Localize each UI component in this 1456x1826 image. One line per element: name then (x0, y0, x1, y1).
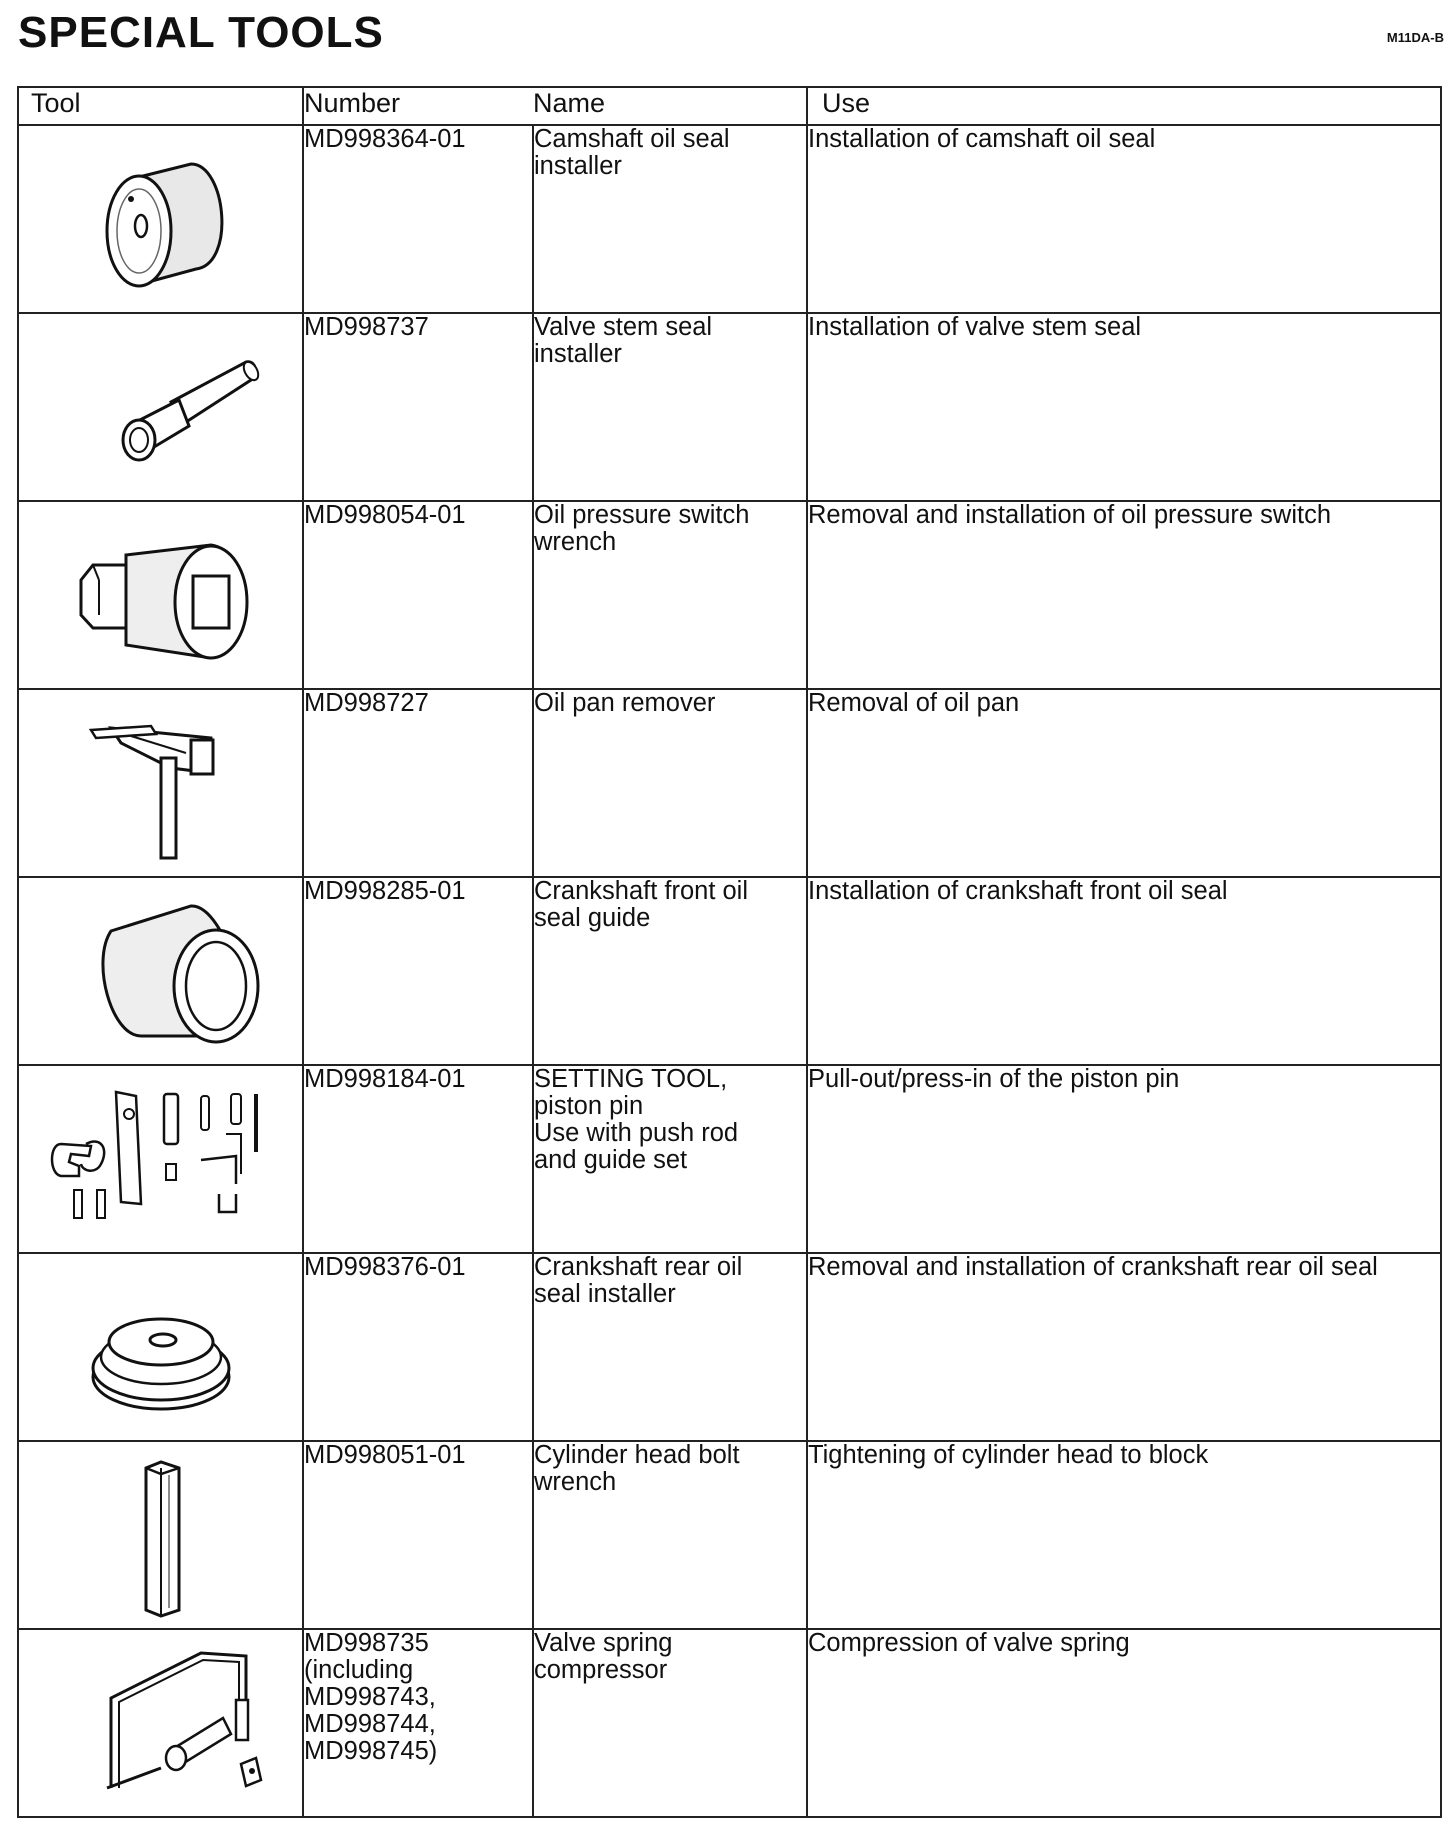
tool-illustration-cell (18, 1065, 303, 1253)
tool-number: MD998376-01 (303, 1253, 533, 1441)
table-row (18, 689, 1441, 877)
tool-number: MD998735 (including MD998743, MD998744, MD998745) (303, 1629, 533, 1817)
tool-number: MD998054-01 (303, 501, 533, 689)
crankshaft-front-oil-seal-guide-icon (51, 886, 271, 1051)
tool-illustration-cell (18, 125, 303, 313)
table-header-row (18, 87, 1441, 125)
special-tools-table (17, 86, 1442, 1818)
tool-use: Pull-out/press-in of the piston pin (807, 1065, 1441, 1253)
tool-use: Tightening of cylinder head to block (807, 1441, 1441, 1629)
tool-name: Oil pan remover (533, 689, 807, 877)
tool-number: MD998364-01 (303, 125, 533, 313)
tool-use: Compression of valve spring (807, 1629, 1441, 1817)
tool-use: Installation of crankshaft front oil seal (807, 877, 1441, 1065)
tool-illustration-cell (18, 689, 303, 877)
crankshaft-rear-oil-seal-installer-icon (51, 1262, 271, 1427)
tool-use: Installation of camshaft oil seal (807, 125, 1441, 313)
tool-name: SETTING TOOL, piston pin Use with push rod and guide set (533, 1065, 807, 1253)
tool-illustration-cell (18, 1253, 303, 1441)
tool-use: Removal and installation of crankshaft rear oil seal (807, 1253, 1441, 1441)
table-row (18, 1629, 1441, 1817)
tool-name: Cylinder head bolt wrench (533, 1441, 807, 1629)
tool-illustration-cell (18, 1629, 303, 1817)
oil-pressure-switch-wrench-icon (51, 510, 271, 670)
cylinder-head-bolt-wrench-icon (61, 1450, 261, 1620)
tool-name: Valve spring compressor (533, 1629, 807, 1817)
tool-illustration-cell (18, 313, 303, 501)
header-name: Name (533, 87, 807, 125)
tool-name: Oil pressure switch wrench (533, 501, 807, 689)
table-row (18, 125, 1441, 313)
piston-pin-setting-tool-icon (31, 1074, 291, 1239)
page-title: SPECIAL TOOLS (18, 8, 384, 57)
tool-illustration-cell (18, 501, 303, 689)
tool-illustration-cell (18, 877, 303, 1065)
tool-number: MD998285-01 (303, 877, 533, 1065)
header-number: Number (303, 87, 533, 125)
camshaft-oil-seal-installer-icon (61, 134, 261, 294)
table-row (18, 1253, 1441, 1441)
tool-name: Crankshaft rear oil seal installer (533, 1253, 807, 1441)
tool-use: Installation of valve stem seal (807, 313, 1441, 501)
tool-illustration-cell (18, 1441, 303, 1629)
header-use: Use (807, 87, 1441, 125)
valve-spring-compressor-icon (51, 1638, 271, 1803)
table-row (18, 313, 1441, 501)
tool-name: Camshaft oil seal installer (533, 125, 807, 313)
tool-number: MD998051-01 (303, 1441, 533, 1629)
valve-stem-seal-installer-icon (61, 322, 261, 482)
tool-number: MD998737 (303, 313, 533, 501)
tool-number: MD998727 (303, 689, 533, 877)
table-row (18, 1441, 1441, 1629)
tool-name: Crankshaft front oil seal guide (533, 877, 807, 1065)
document-code: M11DA-B (1386, 30, 1444, 45)
tool-use: Removal of oil pan (807, 689, 1441, 877)
oil-pan-remover-icon (61, 698, 261, 863)
table-row (18, 501, 1441, 689)
tool-name: Valve stem seal installer (533, 313, 807, 501)
tool-use: Removal and installation of oil pressure switch (807, 501, 1441, 689)
header-tool: Tool (18, 87, 303, 125)
table-row (18, 877, 1441, 1065)
tool-number: MD998184-01 (303, 1065, 533, 1253)
table-row (18, 1065, 1441, 1253)
